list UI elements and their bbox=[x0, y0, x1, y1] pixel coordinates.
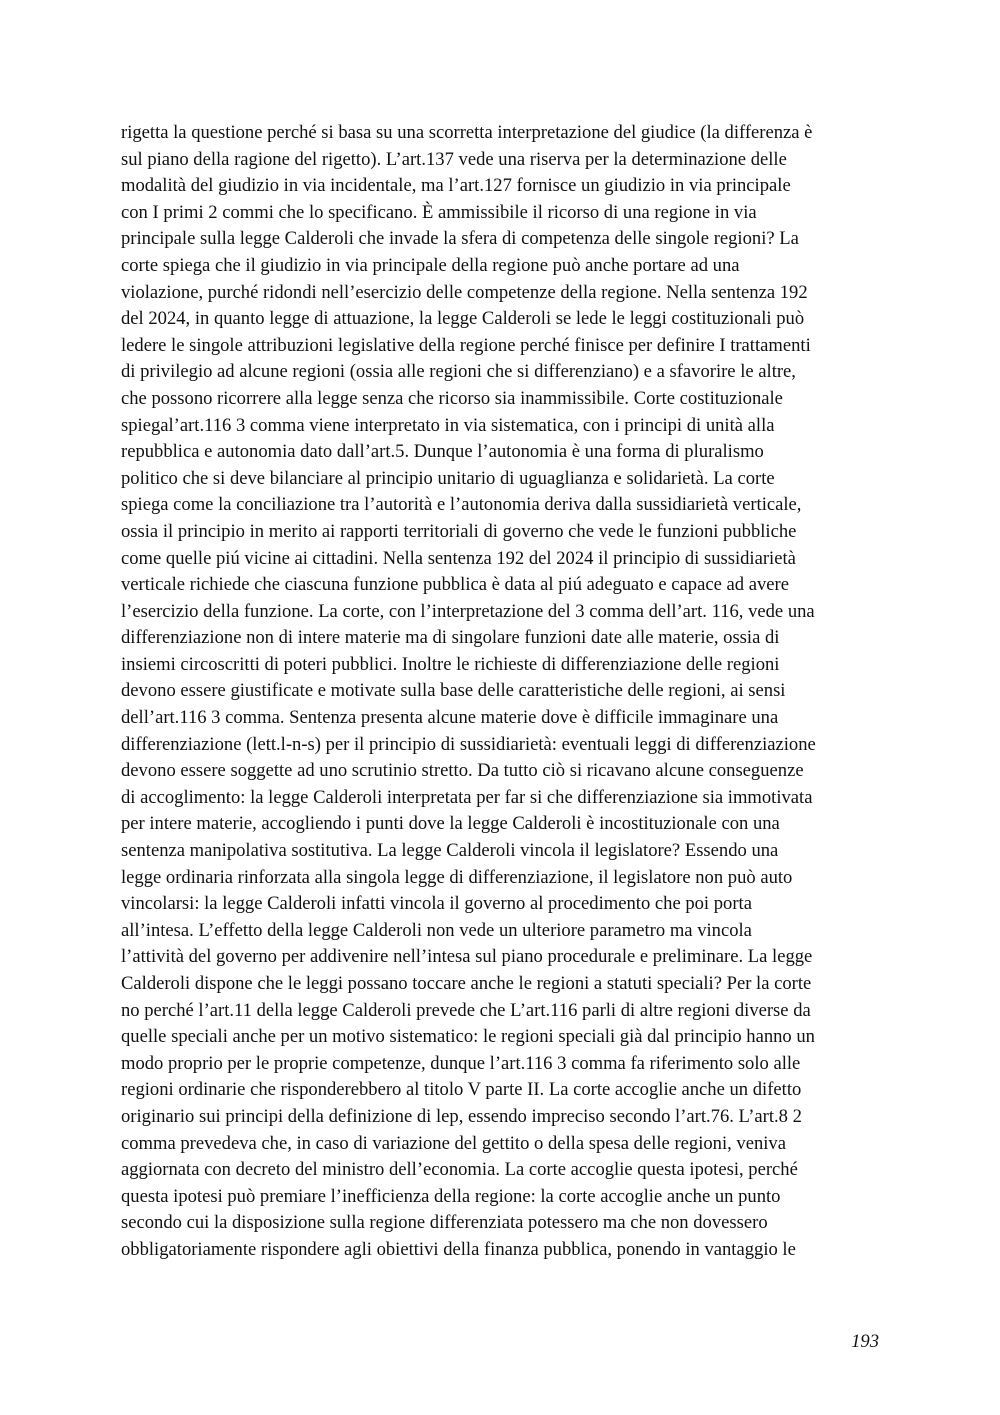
text-line: repubblica e autonomia dato dall’art.5. Dunque l’autonomia è una forma di pluralismo bbox=[121, 441, 764, 463]
text-line: aggiornata con decreto del ministro dell’economia. La corte accoglie questa ipotesi, perché bbox=[121, 1159, 798, 1181]
text-line: sentenza manipolativa sostitutiva. La legge Calderoli vincola il legislatore? Essendo una bbox=[121, 840, 779, 862]
text-line: obbligatoriamente rispondere agli obiettivi della finanza pubblica, ponendo in vantaggio le bbox=[121, 1238, 796, 1260]
text-line: ledere le singole attribuzioni legislative della regione perché finisce per definire I trattamenti bbox=[121, 334, 811, 356]
text-line: politico che si deve bilanciare al principio unitario di uguaglianza e solidarietà. La corte bbox=[121, 467, 775, 489]
text-line: violazione, purché ridondi nell’esercizio delle competenze della regione. Nella sentenza 192 bbox=[121, 281, 808, 303]
page-number: 193 bbox=[851, 1331, 879, 1352]
text-line: di privilegio ad alcune regioni (ossia alle regioni che si differenziano) e a sfavorire le altre, bbox=[121, 361, 796, 383]
text-line: con I primi 2 commi che lo specificano. È ammissibile il ricorso di una regione in via bbox=[121, 201, 757, 223]
text-line: all’intesa. L’effetto della legge Calderoli non vede un ulteriore parametro ma vincola bbox=[121, 919, 752, 941]
text-line: no perché l’art.11 della legge Calderoli prevede che L’art.116 parli di altre regioni diverse da bbox=[121, 999, 811, 1021]
text-line: devono essere soggette ad uno scrutinio stretto. Da tutto ciò si ricavano alcune conseguenze bbox=[121, 760, 804, 782]
text-line: vincolarsi: la legge Calderoli infatti vincola il governo al procedimento che poi porta bbox=[121, 893, 752, 915]
text-line: sul piano della ragione del rigetto). L’art.137 vede una riserva per la determinazione delle bbox=[121, 148, 787, 170]
text-line: spiegal’art.116 3 comma viene interpretato in via sistematica, con i principi di unità alla bbox=[121, 414, 775, 436]
text-line: principale sulla legge Calderoli che invade la sfera di competenza delle singole regioni? La bbox=[121, 228, 799, 250]
text-line: che possono ricorrere alla legge senza che ricorso sia inammissibile. Corte costituzionale bbox=[121, 387, 783, 409]
text-line: ossia il principio in merito ai rapporti territoriali di governo che vede le funzioni pubbliche bbox=[121, 520, 797, 542]
text-line: verticale richiede che ciascuna funzione pubblica è data al piú adeguato e capace ad avere bbox=[121, 574, 789, 596]
text-line: quelle speciali anche per un motivo sistematico: le regioni speciali già dal principio hanno un bbox=[121, 1026, 815, 1048]
text-line: questa ipotesi può premiare l’inefficienza della regione: la corte accoglie anche un punto bbox=[121, 1185, 781, 1207]
text-line: l’esercizio della funzione. La corte, con l’interpretazione del 3 comma dell’art. 116, vede una bbox=[121, 600, 815, 622]
text-line: l’attività del governo per addivenire nell’intesa sul piano procedurale e preliminare. La legge bbox=[121, 946, 813, 968]
text-line: comma prevedeva che, in caso di variazione del gettito o della spesa delle regioni, veniva bbox=[121, 1132, 786, 1154]
text-line: per intere materie, accogliendo i punti dove la legge Calderoli è incostituzionale con una bbox=[121, 813, 780, 835]
text-line: originario sui principi della definizione di lep, essendo impreciso secondo l’art.76. L’art.8 2 bbox=[121, 1105, 802, 1127]
text-line: modalità del giudizio in via incidentale, ma l’art.127 fornisce un giudizio in via principale bbox=[121, 175, 791, 197]
text-line: corte spiega che il giudizio in via principale della regione può anche portare ad una bbox=[121, 254, 740, 276]
text-line: rigetta la questione perché si basa su una scorretta interpretazione del giudice (la differenza è bbox=[121, 122, 813, 143]
text-line: devono essere giustificate e motivate sulla base delle caratteristiche delle regioni, ai sensi bbox=[121, 680, 786, 702]
text-line: di accoglimento: la legge Calderoli interpretata per far si che differenziazione sia immotivata bbox=[121, 786, 813, 808]
text-line: secondo cui la disposizione sulla regione differenziata potessero ma che non dovessero bbox=[121, 1212, 768, 1234]
text-line: come quelle piú vicine ai cittadini. Nella sentenza 192 del 2024 il principio di sussidiarietà bbox=[121, 547, 796, 569]
text-line: dell’art.116 3 comma. Sentenza presenta alcune materie dove è difficile immaginare una bbox=[121, 707, 779, 729]
text-line: Calderoli dispone che le leggi possano toccare anche le regioni a statuti speciali? Per la corte bbox=[121, 973, 812, 994]
text-line: del 2024, in quanto legge di attuazione, la legge Calderoli se lede le leggi costituzionali può bbox=[121, 308, 805, 330]
text-line: insiemi circoscritti di poteri pubblici. Inoltre le richieste di differenziazione delle regioni bbox=[121, 653, 780, 675]
text-line: legge ordinaria rinforzata alla singola legge di differenziazione, il legislatore non può auto bbox=[121, 866, 793, 888]
text-line: spiega come la conciliazione tra l’autorità e l’autonomia deriva dalla sussidiarietà verticale, bbox=[121, 494, 802, 516]
body-paragraph bbox=[121, 120, 881, 1264]
text-line: regioni ordinarie che risponderebbero al titolo V parte II. La corte accoglie anche un difetto bbox=[121, 1079, 802, 1101]
text-line: differenziazione (lett.l-n-s) per il principio di sussidiarietà: eventuali leggi di differenziazione bbox=[121, 733, 816, 755]
text-line: modo proprio per le proprie competenze, dunque l’art.116 3 comma fa riferimento solo alle bbox=[121, 1052, 801, 1074]
text-line: differenziazione non di intere materie ma di singolare funzioni date alle materie, ossia di bbox=[121, 627, 780, 649]
